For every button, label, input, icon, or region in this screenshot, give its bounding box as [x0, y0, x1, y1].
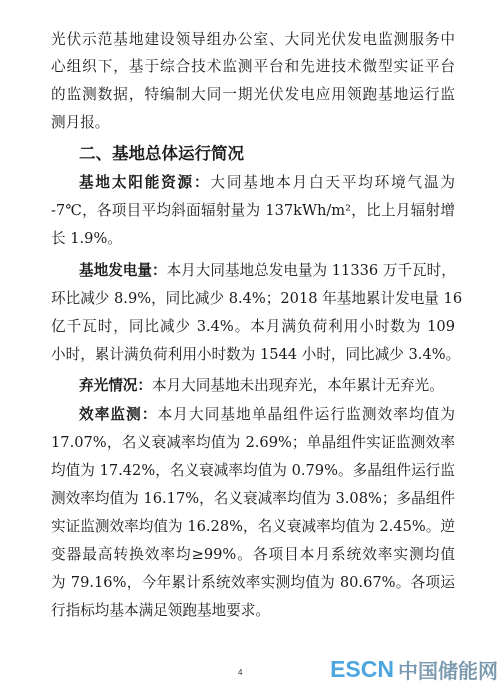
watermark-latin: ESCN — [330, 655, 394, 682]
efficiency-line-3: 均值为 17.42%，名义衰减率均值为 0.79%。多晶组件运行监 — [51, 462, 455, 479]
intro-line-2: 心组织下，基于综合技术监测平台和先进技术微型实证平台 — [51, 58, 455, 75]
solar-line-3: 长 1.9%。 — [51, 230, 122, 247]
solar-text-1: 大同基地本月白天平均环境气温为 — [210, 174, 455, 191]
solar-label: 基地太阳能资源： — [79, 174, 211, 191]
generation-label: 基地发电量： — [79, 262, 167, 279]
efficiency-line-1 — [79, 404, 455, 425]
efficiency-text-1: 本月大同基地单晶组件运行监测效率均值为 — [157, 406, 455, 423]
curtail-line-1 — [79, 375, 455, 396]
efficiency-label: 效率监测： — [79, 406, 158, 423]
efficiency-line-6: 变器最高转换效率均≥99%。各项目本月系统效率实测均值 — [51, 546, 455, 563]
intro-line-1: 光伏示范基地建设领导组办公室、大同光伏发电监测服务中 — [51, 31, 455, 48]
section-heading: 二、基地总体运行简况 — [79, 144, 244, 163]
generation-line-4: 小时，累计满负荷利用小时数为 1544 小时，同比减少 3.4%。 — [51, 346, 461, 363]
watermark-chinese: 中国储能网 — [398, 658, 498, 683]
efficiency-line-8: 行指标均基本满足领跑基地要求。 — [51, 602, 270, 619]
generation-line-3: 亿千瓦时，同比减少 3.4%。本月满负荷利用小时数为 109 — [51, 318, 455, 335]
efficiency-line-2: 17.07%，名义衰减率均值为 2.69%；单晶组件实证监测效率 — [51, 434, 455, 451]
intro-line-4: 测月报。 — [51, 114, 110, 131]
solar-line-2: -7℃，各项目平均斜面辐射量为 137kWh/m²，比上月辐射增 — [51, 202, 455, 219]
intro-line-3: 的监测数据，特编制大同一期光伏发电应用领跑基地运行监 — [51, 86, 455, 103]
curtail-label: 弃光情况： — [79, 377, 152, 394]
efficiency-line-5: 实证监测效率均值为 16.28%，名义衰减率均值为 2.45%。逆 — [51, 518, 455, 535]
generation-line-2: 环比减少 8.9%，同比减少 8.4%；2018 年基地累计发电量 16 — [51, 290, 463, 307]
curtail-text-1: 本月大同基地未出现弃光，本年累计无弃光。 — [151, 377, 444, 394]
page-number: 4 — [238, 668, 243, 677]
efficiency-line-7: 为 79.16%，今年累计系统效率实测均值为 80.67%。各项运 — [51, 574, 455, 591]
solar-line-1 — [79, 172, 455, 193]
escn-watermark-logo — [330, 654, 498, 684]
efficiency-line-4: 测效率均值为 16.17%，名义衰减率均值为 3.08%；多晶组件 — [51, 490, 455, 507]
generation-text-1: 本月大同基地总发电量为 11336 万千瓦时， — [166, 262, 456, 279]
generation-line-1 — [79, 260, 455, 281]
